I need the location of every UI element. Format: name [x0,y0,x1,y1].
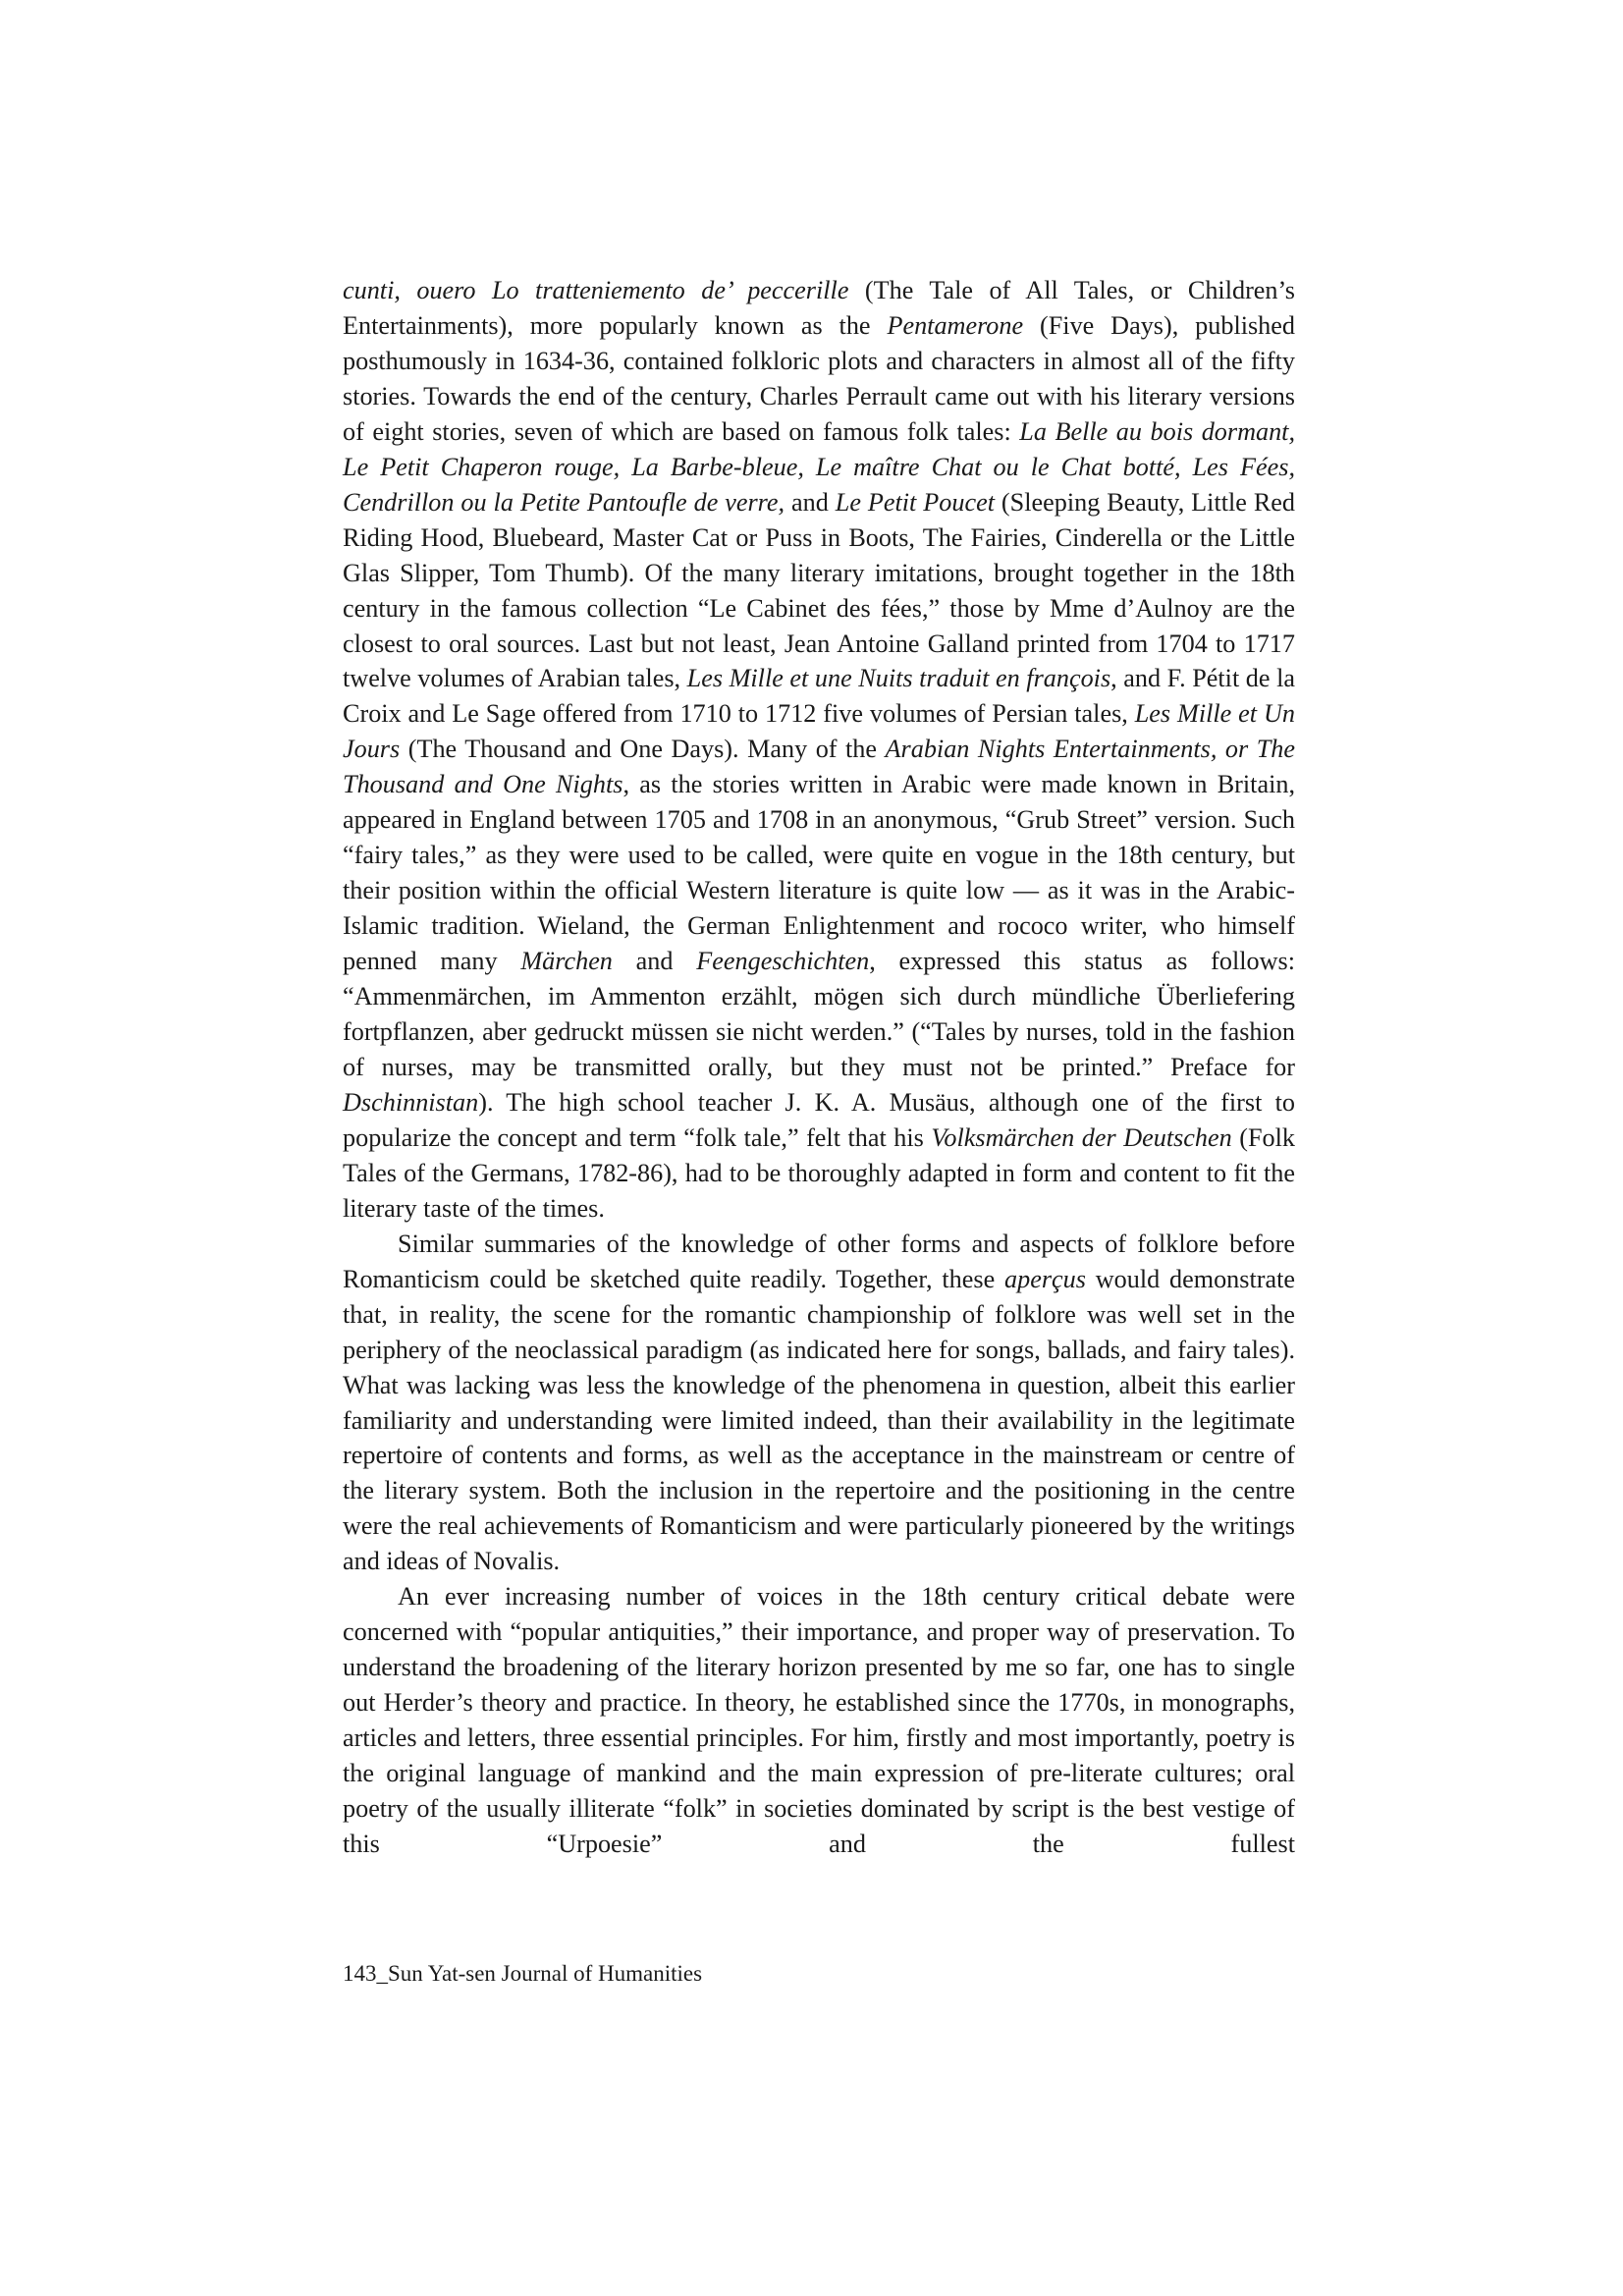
body-text-segment: , as the stories written in Arabic were made known in Britain, appeared in England between 1705 and 1708 in an anonymous, “Grub Street” version. Such “fairy tales,” as they were used to be called, were quite en vogue in the 18th century, but their position within the official Western literature is quite low — as it was in the Arabic-Islamic tradition. Wieland, the German Enlightenment and rococo writer, who himself penned many [343,770,1295,976]
page-footer: 143_Sun Yat-sen Journal of Humanities [343,1961,703,1986]
body-text-segment: (Folk Tales of the Germans, 1782-86), had to be thoroughly adapted in form and content to fit the literary taste of the times. [343,1122,1296,1223]
body-text-segment: and [784,487,836,517]
italic-text: Le Petit Poucet [835,487,995,517]
italic-text: Feengeschichten [696,947,870,976]
body-text [343,273,1295,1862]
italic-text: Les Mille et Un Jours [343,699,1295,764]
italic-text: Märchen [520,947,613,976]
body-text-segment: ). The high school teacher J. K. A. Musäus, although one of the first to popularize the concept and term “folk tale,” felt that his [343,1087,1295,1152]
body-text-segment: and [612,947,697,976]
italic-text: Dschinnistan [343,1087,479,1117]
body-text-segment: , expressed this status as follows: “Ammenmärchen, im Ammenton erzählt, mögen sich durch mündliche Überliefering fortpflanzen, aber gedruckt müssen sie nicht werden.” (“Tales by nurses, told in the fashion of nurses, may be transmitted orally, but they must not be printed.” Preface for [343,947,1295,1081]
italic-text: cunti, ouero Lo tratteniemento de’ peccerille [343,276,849,304]
body-text-segment: (The Tale of All Tales, or Children’s Entertainments), more popularly known as the [343,276,1295,340]
italic-text: La Belle au bois dormant, Le Petit Chaperon rouge, La Barbe-bleue, Le maître Chat ou le Chat botté, Les Fées, Cendrillon ou la Petite Pantoufle de verre, [343,416,1295,517]
paragraph-3 [343,1579,1295,1862]
body-text-segment: (The Thousand and One Days). Many of the [400,735,886,764]
body-text-segment: , and F. Pétit de la Croix and Le Sage offered from 1710 to 1712 five volumes of Persian tales, [343,664,1295,729]
body-text-segment: An ever increasing number of voices in the 18th century critical debate were concerned with “popular antiquities,” their importance, and proper way of preservation. To understand the broadening of the literary horizon presented by me so far, one has to single out Herder’s theory and practice. In theory, he established since the 1770s, in monographs, articles and letters, three essential principles. For him, firstly and most importantly, poetry is the original language of mankind and the main expression of pre-literate cultures; oral poetry of the usually illiterate “folk” in societies dominated by script is the best vestige of this “Urpoesie” and the fullest [343,1582,1295,1858]
body-text-segment: Similar summaries of the knowledge of other forms and aspects of folklore before Romanticism could be sketched quite readily. Together, these [343,1229,1295,1293]
italic-text: Arabian Nights Entertainments, or The Thousand and One Nights [343,735,1295,799]
italic-text: Les Mille et une Nuits traduit en françois [686,664,1111,693]
italic-text: Pentamerone [887,310,1024,340]
body-text-segment: would demonstrate that, in reality, the scene for the romantic championship of folklore was well set in the periphery of the neoclassical paradigm (as indicated here for songs, ballads, and fairy tales). What was lacking was less the knowledge of the phenomena in question, albeit this earlier familiarity and understanding were limited indeed, than their availability in the legitimate repertoire of contents and forms, as well as the acceptance in the mainstream or centre of the literary system. Both the inclusion in the repertoire and the positioning in the centre were the real achievements of Romanticism and were particularly pioneered by the writings and ideas of Novalis. [343,1264,1295,1576]
body-text-segment: (Five Days), published posthumously in 1634-36, contained folkloric plots and characters in almost all of the fifty stories. Towards the end of the century, Charles Perrault came out with his literary versions of eight stories, seven of which are based on famous folk tales: [343,310,1295,446]
italic-text: aperçus [1004,1264,1086,1293]
paragraph-2 [343,1227,1295,1580]
italic-text: Volksmärchen der Deutschen [931,1122,1232,1152]
paragraph-1 [343,273,1295,1227]
body-text-segment: (Sleeping Beauty, Little Red Riding Hood, Bluebeard, Master Cat or Puss in Boots, The Fairies, Cinderella or the Little Glas Slipper, Tom Thumb). Of the many literary imitations, brought together in the 18th century in the famous collection “Le Cabinet des fées,” those by Mme d’Aulnoy are the closest to oral sources. Last but not least, Jean Antoine Galland printed from 1704 to 1717 twelve volumes of Arabian tales, [343,487,1296,693]
